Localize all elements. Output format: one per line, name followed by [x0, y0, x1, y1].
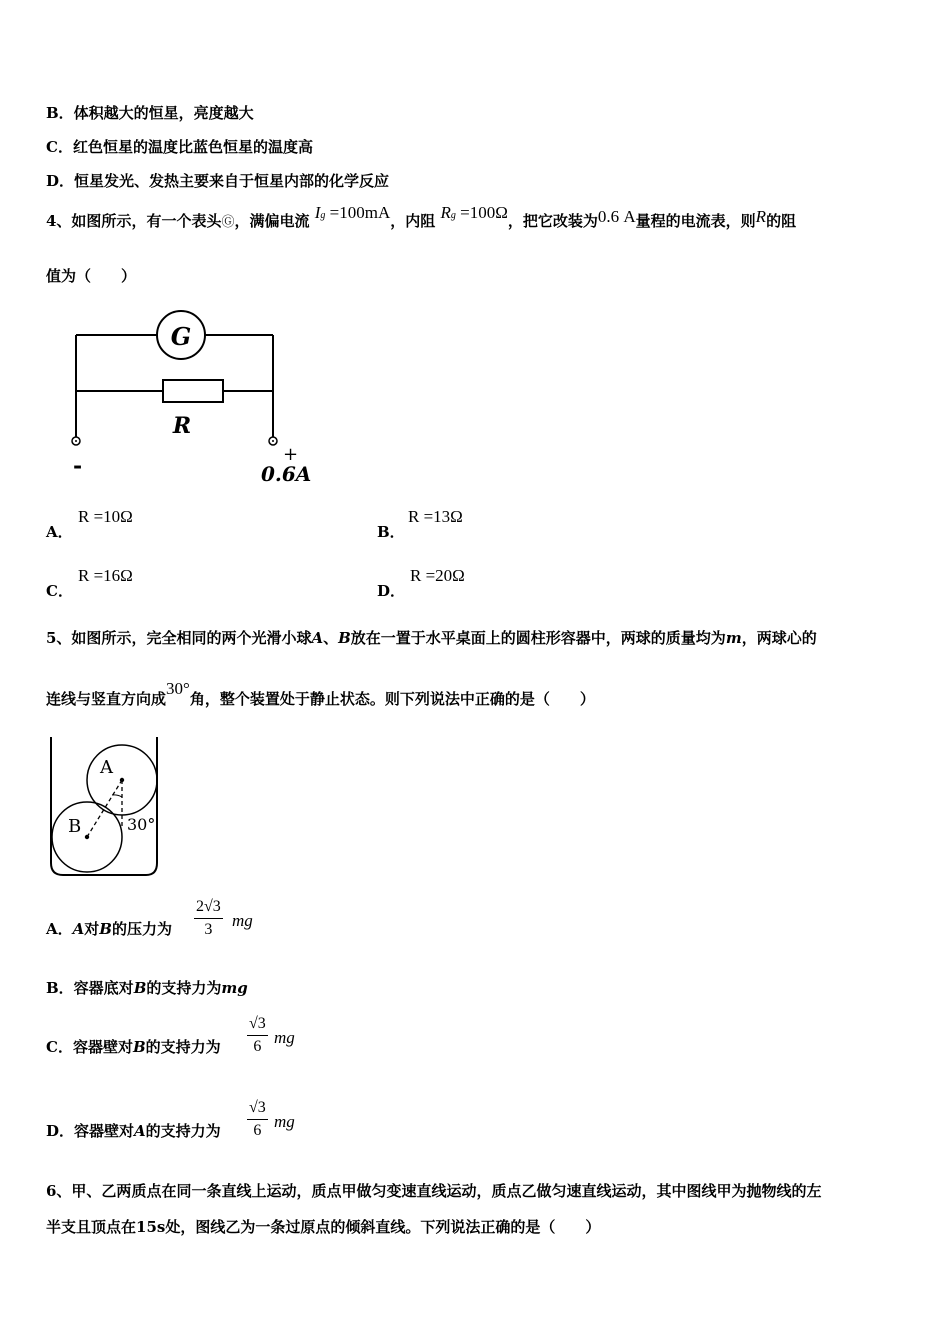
angle-label: 30° [127, 815, 156, 834]
q4-stem-line1: 4、如图所示，有一个表头Ⓖ，满偏电流 Ig =100mA，内阻 Rg =100Ω，把它改装为0.6 A量程的电流表，则R的阻 [46, 203, 797, 230]
minus-label: - [73, 453, 83, 479]
ball-a-label: A [100, 757, 113, 778]
q4-option-a-label: A． [46, 523, 73, 541]
center-line [87, 780, 122, 837]
q5-option-c-mg: mg [274, 1028, 295, 1047]
resistor-symbol [163, 380, 223, 402]
q5-option-d-mg: mg [274, 1112, 295, 1131]
container-figure [45, 735, 165, 880]
g-meter-symbol: Ⓖ [221, 215, 235, 230]
q3-option-b: B．体积越大的恒星，亮度越大 [46, 104, 254, 122]
q6-stem-line2: 半支且顶点在15s处，图线乙为一条过原点的倾斜直线。下列说法正确的是（ ） [46, 1218, 601, 1236]
resistor-label: R [172, 413, 192, 439]
q4-option-a-value: R =10Ω [78, 507, 133, 526]
galvanometer-label: G [170, 322, 192, 351]
q5-option-a-mg: mg [232, 911, 253, 930]
range-label: 0.6A [261, 462, 312, 486]
q5-option-a-fraction: $\frac{2√3}{3}$ [196, 898, 221, 938]
q5-option-c: C．容器壁对B的支持力为 [46, 1038, 221, 1056]
q4-option-c-label: C． [46, 582, 73, 600]
q5-option-c-fraction: $\frac{√3}{6}$ [249, 1015, 266, 1055]
q4-option-b-value: R =13Ω [408, 507, 463, 526]
q5-option-d: D．容器壁对A的支持力为 [46, 1122, 221, 1140]
q5-option-b: B．容器底对B的支持力为mg [46, 979, 248, 997]
q5-stem-line2: 连线与竖直方向成30°角，整个装置处于静止状态。则下列说法中正确的是（ ） [46, 679, 595, 708]
circuit-diagram [55, 305, 335, 490]
q6-stem-line1: 6、甲、乙两质点在同一条直线上运动，质点甲做匀变速直线运动，质点乙做匀速直线运动，其中图线甲为抛物线的左 [46, 1182, 822, 1200]
q4-option-d-value: R =20Ω [410, 566, 465, 585]
q4-option-b-label: B． [377, 523, 405, 541]
q4-option-c-value: R =16Ω [78, 566, 133, 585]
q3-option-d: D．恒星发光、发热主要来自于恒星内部的化学反应 [46, 172, 390, 190]
q3-option-c: C．红色恒星的温度比蓝色恒星的温度高 [46, 138, 313, 156]
ball-b-label: B [68, 816, 82, 837]
plus-label: + [283, 444, 299, 465]
q4-stem-line2: 值为（ ） [46, 267, 137, 285]
q5-option-a: A．A对B的压力为 [46, 920, 172, 938]
q5-option-d-fraction: $\frac{√3}{6}$ [249, 1099, 266, 1139]
q5-stem-line1: 5、如图所示，完全相同的两个光滑小球A、B放在一置于水平桌面上的圆柱形容器中，两球的质量均为m，两球心的 [46, 629, 817, 647]
q4-option-d-label: D． [377, 582, 406, 600]
